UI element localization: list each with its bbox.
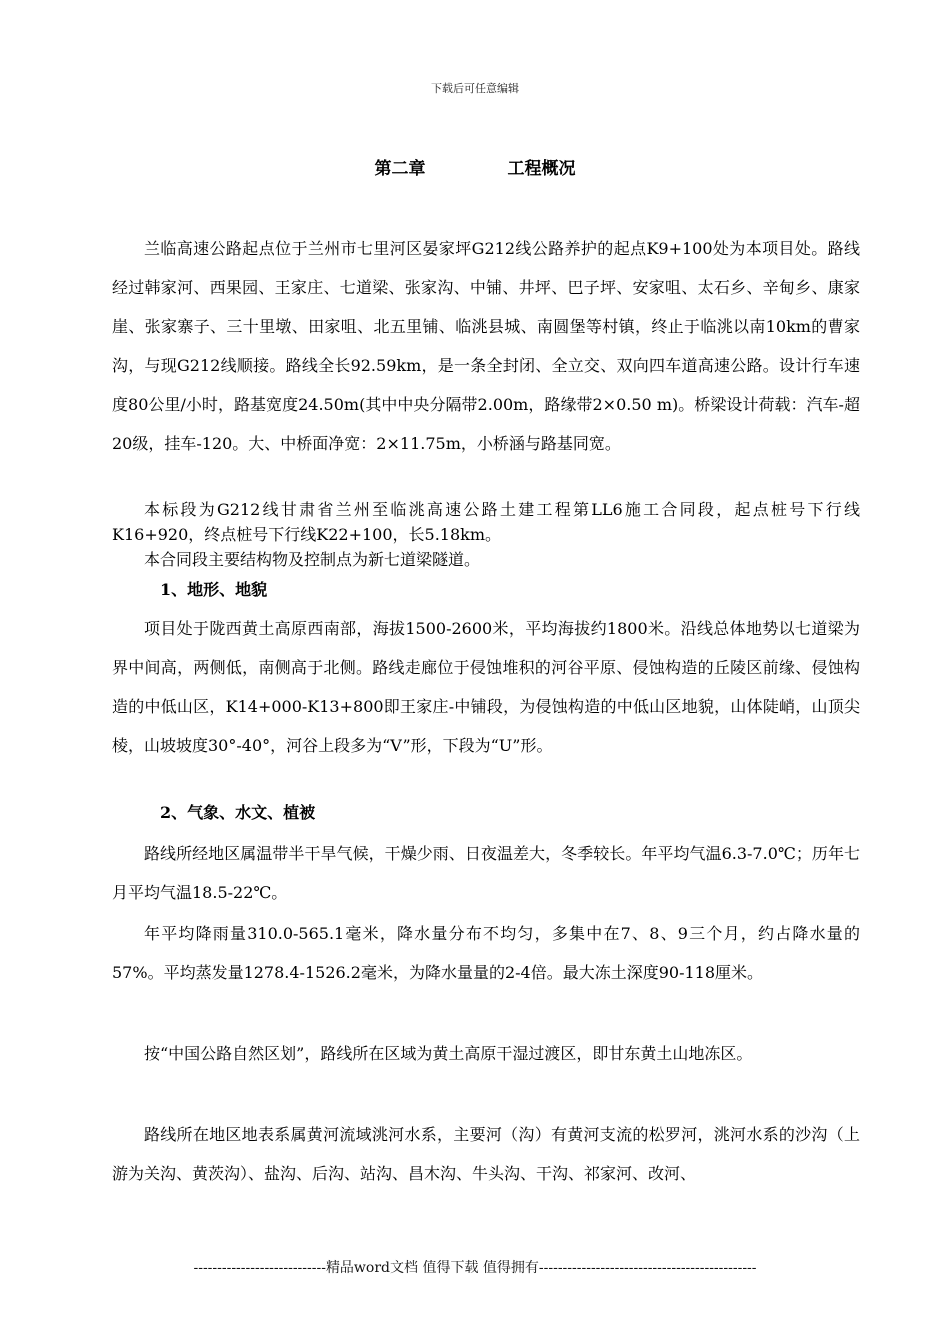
page-header-note: 下载后可任意编辑 [431, 82, 519, 95]
paragraph-terrain: 项目处于陇西黄土高原西南部，海拔1500-2600米，平均海拔约1800米。沿线总体地势以七道梁为界中间高，两侧低，南侧高于北侧。路线走廊位于侵蚀堆积的河谷平原、侵蚀构造的丘陵区前缘、侵蚀构造的中低山区，K14+000-K13+800即王家庄-中铺段，为侵蚀构造的中低山区地貌，山体陡峭，山顶尖棱，山坡坡度30°-40°，河谷上段多为“V”形，下段为“U”形。 [112, 619, 860, 755]
section-climate [112, 798, 860, 828]
section-intro [112, 229, 860, 463]
heading-terrain: 1、地形、地貌 [160, 580, 268, 599]
paragraph-project-overview: 兰临高速公路起点位于兰州市七里河区晏家坪G212线公路养护的起点K9+100处为本项目处。路线经过韩家河、西果园、王家庄、七道梁、张家沟、中铺、井坪、巴子坪、安家咀、太石乡、辛甸乡、康家崖、张家寨子、三十里墩、田家咀、北五里铺、临洮县城、南圆堡等村镇，终止于临洮以南10km的曹家沟，与现G212线顺接。路线全长92.59km，是一条全封闭、全立交、双向四车道高速公路。设计行车速度80公里/小时，路基宽度24.50m(其中中央分隔带2.00m，路缘带2×0.50 m)。桥梁设计荷载：汽车-超20级，挂车-120。大、中桥面净宽：2×11.75m，小桥涵与路基同宽。 [112, 239, 860, 453]
section-contract [112, 497, 860, 572]
chapter-number: 第二章 [374, 159, 426, 179]
chapter-name: 工程概况 [507, 159, 576, 179]
section-hydrology [112, 1115, 860, 1193]
section-rainfall [112, 914, 860, 992]
section-zoning [112, 1034, 860, 1073]
paragraph-contract-section: 本标段为G212线甘肃省兰州至临洮高速公路土建工程第LL6施工合同段，起点桩号下行线K16+920，终点桩号下行线K22+100，长5.18km。 [112, 500, 860, 544]
chapter-title [0, 154, 950, 179]
paragraph-main-structures: 本合同段主要结构物及控制点为新七道梁隧道。 [144, 550, 481, 569]
paragraph-hydrology: 路线所在地区地表系属黄河流域洮河水系，主要河（沟）有黄河支流的松罗河，洮河水系的沙沟（上游为关沟、黄茨沟）、盐沟、后沟、站沟、昌木沟、牛头沟、干沟、祁家河、改河、 [112, 1125, 860, 1183]
heading-climate: 2、气象、水文、植被 [160, 803, 316, 822]
section-climate-body [112, 834, 860, 912]
page-footer: ----------------------------精品word文档 值得下载 值得拥有---------------------------------------------- [193, 1260, 757, 1276]
section-terrain-body [112, 609, 860, 765]
section-terrain [112, 575, 860, 605]
paragraph-rainfall: 年平均降雨量310.0-565.1毫米，降水量分布不均匀，多集中在7、8、9三个月，约占降水量的57%。平均蒸发量1278.4-1526.2毫米，为降水量量的2-4倍。最大冻土深度90-118厘米。 [112, 924, 860, 982]
paragraph-zoning: 按“中国公路自然区划”，路线所在区域为黄土高原干湿过渡区，即甘东黄土山地冻区。 [144, 1044, 753, 1063]
paragraph-climate: 路线所经地区属温带半干旱气候，干燥少雨、日夜温差大，冬季较长。年平均气温6.3-7.0℃；历年七月平均气温18.5-22℃。 [112, 844, 860, 902]
